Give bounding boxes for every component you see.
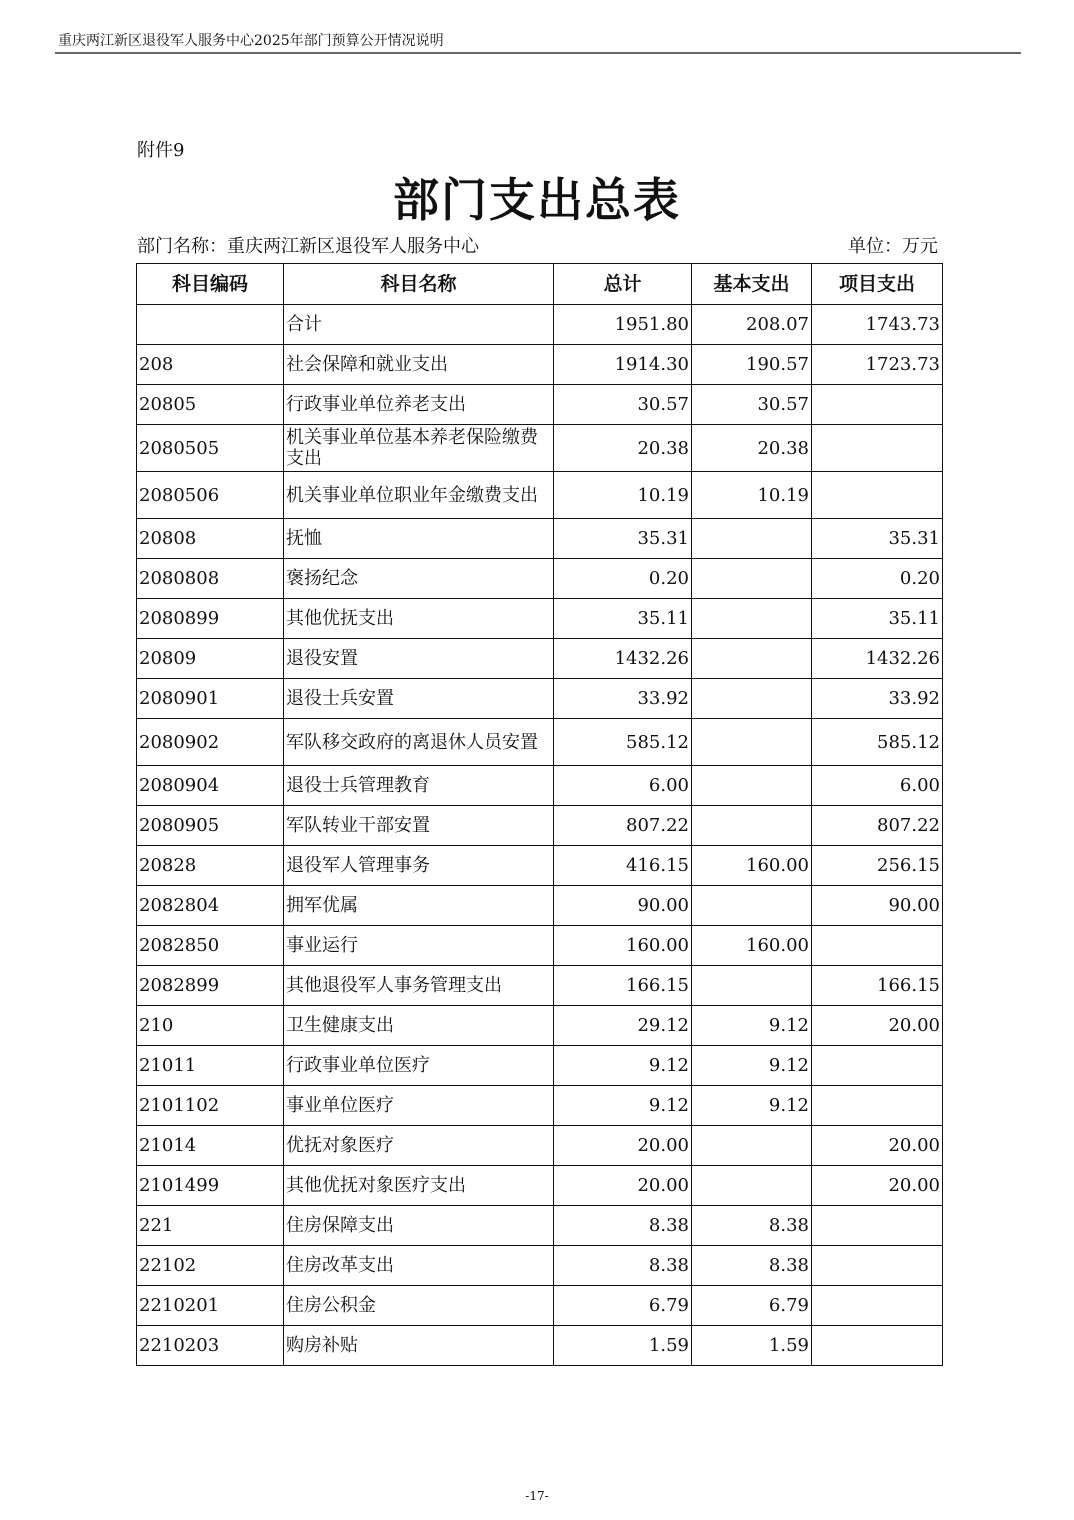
cell-code: 2080506 (137, 472, 284, 519)
cell-name: 住房公积金 (284, 1286, 554, 1326)
cell-code: 20805 (137, 385, 284, 425)
cell-project: 20.00 (812, 1166, 943, 1206)
cell-basic (692, 1126, 812, 1166)
cell-code: 210 (137, 1006, 284, 1046)
table-row (137, 559, 943, 599)
table-header-row (137, 264, 943, 305)
cell-code: 21011 (137, 1046, 284, 1086)
attachment-label: 附件9 (137, 140, 185, 161)
cell-total: 6.79 (554, 1286, 692, 1326)
cell-project (812, 472, 943, 519)
cell-basic: 6.79 (692, 1286, 812, 1326)
cell-total: 1951.80 (554, 305, 692, 345)
cell-name: 行政事业单位养老支出 (284, 385, 554, 425)
cell-basic (692, 966, 812, 1006)
cell-total: 160.00 (554, 926, 692, 966)
cell-project (812, 1086, 943, 1126)
cell-total: 807.22 (554, 806, 692, 846)
cell-basic (692, 639, 812, 679)
cell-code: 2080899 (137, 599, 284, 639)
cell-name: 机关事业单位基本养老保险缴费支出 (284, 425, 554, 472)
cell-code: 2080904 (137, 766, 284, 806)
cell-code: 2210203 (137, 1326, 284, 1366)
cell-basic: 1.59 (692, 1326, 812, 1366)
cell-basic (692, 719, 812, 766)
cell-basic (692, 1166, 812, 1206)
department-name: 部门名称：重庆两江新区退役军人服务中心 (137, 236, 479, 257)
cell-name: 退役安置 (284, 639, 554, 679)
cell-name: 褒扬纪念 (284, 559, 554, 599)
cell-total: 20.38 (554, 425, 692, 472)
cell-total: 585.12 (554, 719, 692, 766)
table-row (137, 519, 943, 559)
cell-total: 10.19 (554, 472, 692, 519)
cell-project (812, 1286, 943, 1326)
cell-code: 2101499 (137, 1166, 284, 1206)
cell-total: 9.12 (554, 1086, 692, 1126)
cell-total: 20.00 (554, 1126, 692, 1166)
cell-project (812, 425, 943, 472)
cell-basic: 30.57 (692, 385, 812, 425)
cell-project: 35.11 (812, 599, 943, 639)
cell-basic (692, 766, 812, 806)
cell-code: 2101102 (137, 1086, 284, 1126)
table-row (137, 1086, 943, 1126)
cell-basic: 9.12 (692, 1046, 812, 1086)
cell-project: 6.00 (812, 766, 943, 806)
cell-code: 2082804 (137, 886, 284, 926)
cell-name: 社会保障和就业支出 (284, 345, 554, 385)
cell-total: 1.59 (554, 1326, 692, 1366)
table-row (137, 1046, 943, 1086)
cell-name: 住房改革支出 (284, 1246, 554, 1286)
table-row (137, 305, 943, 345)
cell-total: 90.00 (554, 886, 692, 926)
cell-name: 合计 (284, 305, 554, 345)
cell-code: 2080808 (137, 559, 284, 599)
cell-total: 33.92 (554, 679, 692, 719)
column-header-code: 科目编码 (137, 264, 284, 305)
column-header-basic: 基本支出 (692, 264, 812, 305)
cell-basic: 20.38 (692, 425, 812, 472)
cell-basic: 160.00 (692, 926, 812, 966)
cell-total: 35.31 (554, 519, 692, 559)
cell-total: 0.20 (554, 559, 692, 599)
cell-total: 166.15 (554, 966, 692, 1006)
cell-project (812, 926, 943, 966)
cell-code: 22102 (137, 1246, 284, 1286)
cell-total: 1432.26 (554, 639, 692, 679)
cell-project: 1743.73 (812, 305, 943, 345)
cell-name: 事业运行 (284, 926, 554, 966)
page-title: 部门支出总表 (393, 173, 681, 227)
cell-name: 军队移交政府的离退休人员安置 (284, 719, 554, 766)
cell-code: 21014 (137, 1126, 284, 1166)
page-number: -17- (525, 1489, 549, 1503)
table-row (137, 719, 943, 766)
running-header: 重庆两江新区退役军人服务中心2025年部门预算公开情况说明 (58, 33, 444, 49)
cell-code: 20808 (137, 519, 284, 559)
cell-code: 20828 (137, 846, 284, 886)
table-row (137, 599, 943, 639)
cell-code (137, 305, 284, 345)
header-rule (55, 52, 1021, 54)
cell-total: 8.38 (554, 1206, 692, 1246)
cell-total: 29.12 (554, 1006, 692, 1046)
cell-project: 1432.26 (812, 639, 943, 679)
cell-project: 20.00 (812, 1006, 943, 1046)
cell-total: 416.15 (554, 846, 692, 886)
cell-total: 1914.30 (554, 345, 692, 385)
cell-project: 0.20 (812, 559, 943, 599)
cell-project: 256.15 (812, 846, 943, 886)
table-row (137, 1246, 943, 1286)
cell-name: 拥军优属 (284, 886, 554, 926)
cell-name: 军队转业干部安置 (284, 806, 554, 846)
cell-project: 807.22 (812, 806, 943, 846)
cell-basic (692, 679, 812, 719)
cell-basic: 9.12 (692, 1086, 812, 1126)
cell-basic (692, 559, 812, 599)
cell-name: 卫生健康支出 (284, 1006, 554, 1046)
cell-name: 其他优抚对象医疗支出 (284, 1166, 554, 1206)
cell-name: 退役士兵安置 (284, 679, 554, 719)
cell-basic: 10.19 (692, 472, 812, 519)
cell-name: 其他优抚支出 (284, 599, 554, 639)
cell-total: 20.00 (554, 1166, 692, 1206)
cell-total: 8.38 (554, 1246, 692, 1286)
cell-basic: 8.38 (692, 1246, 812, 1286)
cell-basic (692, 519, 812, 559)
cell-project: 33.92 (812, 679, 943, 719)
cell-project (812, 1246, 943, 1286)
table-row (137, 1326, 943, 1366)
table-row (137, 385, 943, 425)
cell-name: 其他退役军人事务管理支出 (284, 966, 554, 1006)
cell-code: 2210201 (137, 1286, 284, 1326)
cell-code: 2082899 (137, 966, 284, 1006)
table-row (137, 1006, 943, 1046)
table-row (137, 1206, 943, 1246)
cell-total: 35.11 (554, 599, 692, 639)
table-row (137, 1166, 943, 1206)
cell-code: 2080902 (137, 719, 284, 766)
cell-code: 20809 (137, 639, 284, 679)
cell-basic (692, 886, 812, 926)
table-row (137, 806, 943, 846)
cell-project (812, 385, 943, 425)
cell-project: 35.31 (812, 519, 943, 559)
cell-name: 退役军人管理事务 (284, 846, 554, 886)
cell-name: 住房保障支出 (284, 1206, 554, 1246)
cell-project (812, 1046, 943, 1086)
column-header-name: 科目名称 (284, 264, 554, 305)
cell-project (812, 1206, 943, 1246)
table-row (137, 679, 943, 719)
table-row (137, 886, 943, 926)
cell-name: 抚恤 (284, 519, 554, 559)
cell-code: 221 (137, 1206, 284, 1246)
cell-code: 208 (137, 345, 284, 385)
cell-name: 购房补贴 (284, 1326, 554, 1366)
cell-project (812, 1326, 943, 1366)
column-header-total: 总计 (554, 264, 692, 305)
table-row (137, 926, 943, 966)
unit-label: 单位：万元 (848, 236, 938, 257)
table-row (137, 1126, 943, 1166)
cell-basic: 190.57 (692, 345, 812, 385)
cell-basic (692, 599, 812, 639)
cell-project: 1723.73 (812, 345, 943, 385)
cell-project: 166.15 (812, 966, 943, 1006)
cell-total: 6.00 (554, 766, 692, 806)
table-row (137, 966, 943, 1006)
table-row (137, 425, 943, 472)
cell-name: 退役士兵管理教育 (284, 766, 554, 806)
cell-code: 2080901 (137, 679, 284, 719)
table-row (137, 639, 943, 679)
cell-code: 2080905 (137, 806, 284, 846)
table-row (137, 345, 943, 385)
cell-name: 优抚对象医疗 (284, 1126, 554, 1166)
cell-name: 事业单位医疗 (284, 1086, 554, 1126)
table-row (137, 766, 943, 806)
cell-basic: 160.00 (692, 846, 812, 886)
cell-basic: 9.12 (692, 1006, 812, 1046)
cell-name: 机关事业单位职业年金缴费支出 (284, 472, 554, 519)
cell-code: 2080505 (137, 425, 284, 472)
expenditure-table (136, 263, 943, 1366)
column-header-project: 项目支出 (812, 264, 943, 305)
cell-total: 30.57 (554, 385, 692, 425)
cell-code: 2082850 (137, 926, 284, 966)
cell-project: 90.00 (812, 886, 943, 926)
cell-basic (692, 806, 812, 846)
cell-total: 9.12 (554, 1046, 692, 1086)
cell-project: 20.00 (812, 1126, 943, 1166)
cell-basic: 8.38 (692, 1206, 812, 1246)
table-row (137, 1286, 943, 1326)
table-row (137, 846, 943, 886)
cell-project: 585.12 (812, 719, 943, 766)
cell-name: 行政事业单位医疗 (284, 1046, 554, 1086)
table-row (137, 472, 943, 519)
cell-basic: 208.07 (692, 305, 812, 345)
